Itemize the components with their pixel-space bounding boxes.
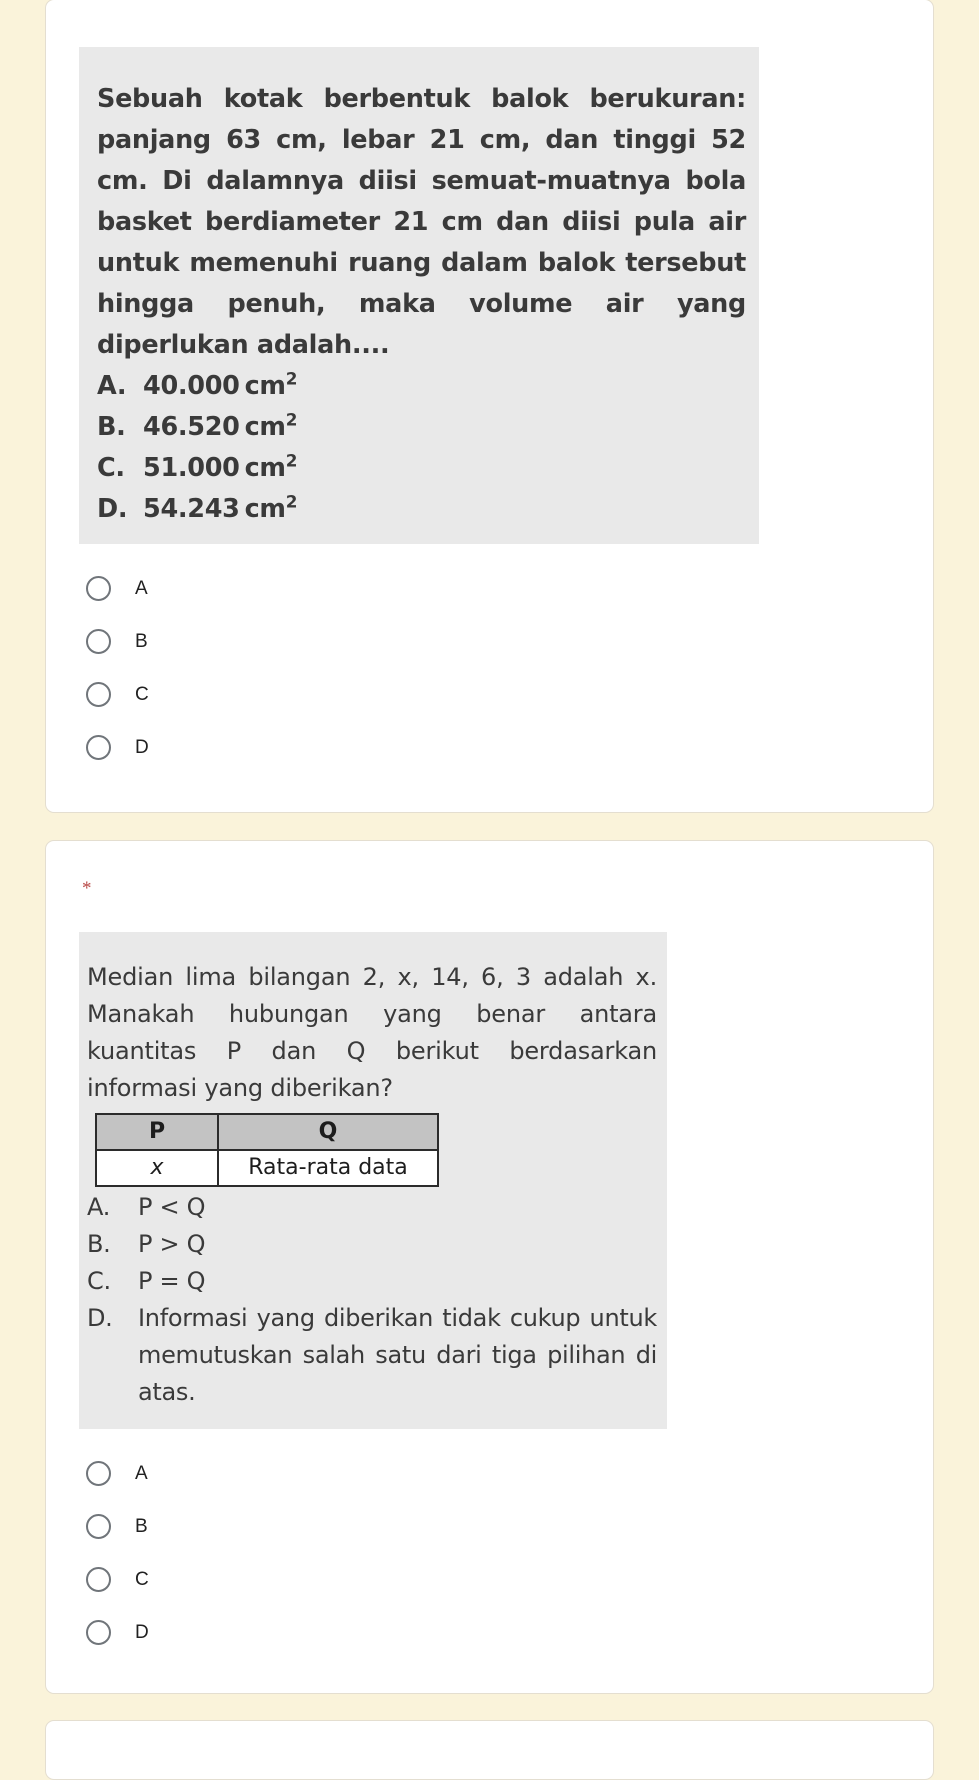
radio-button-icon[interactable] bbox=[86, 1514, 111, 1539]
question-1-image-options bbox=[97, 366, 746, 530]
choice-c[interactable] bbox=[86, 668, 933, 721]
image-option-c-letter: C. bbox=[87, 1267, 111, 1295]
choice-a-label: A bbox=[135, 1462, 148, 1484]
question-2-required-row bbox=[46, 841, 933, 899]
question-1-prompt: Sebuah kotak berbentuk balok berukuran: panjang 63 cm, lebar 21 cm, dan tinggi 52 cm. Di dalamnya diisi semuat-muatnya bola basket berdiameter 21 cm dan diisi pula air untuk memenuhi ruang dalam balok tersebut hingga penuh, maka volume air yang diperlukan adalah.... bbox=[97, 84, 746, 360]
choice-d-label: D bbox=[135, 1621, 149, 1643]
choice-a[interactable] bbox=[86, 1447, 933, 1500]
table-row bbox=[96, 1150, 438, 1186]
image-option-a-text: 40.000 $cm^2$ bbox=[143, 368, 298, 401]
choice-b[interactable] bbox=[86, 1500, 933, 1553]
question-2-image bbox=[79, 932, 667, 1429]
image-option-a-letter: A. bbox=[97, 371, 127, 401]
question-1-choices bbox=[46, 544, 933, 774]
radio-button-icon[interactable] bbox=[86, 576, 111, 601]
radio-button-icon[interactable] bbox=[86, 1567, 111, 1592]
image-option-d-text: 54.243 $cm^2$ bbox=[143, 491, 298, 524]
table-header-p: P bbox=[96, 1114, 218, 1150]
image-option-a bbox=[97, 366, 746, 407]
radio-button-icon[interactable] bbox=[86, 1620, 111, 1645]
choice-d-label: D bbox=[135, 736, 149, 758]
choice-b[interactable] bbox=[86, 615, 933, 668]
image-option-a-letter: A. bbox=[87, 1193, 111, 1221]
image-option-c bbox=[87, 1263, 657, 1300]
question-card-3 bbox=[45, 1720, 934, 1780]
question-card-1 bbox=[45, 0, 934, 813]
question-2-prompt: Median lima bilangan 2, x, 14, 6, 3 adalah x. Manakah hubungan yang benar antara kuantitas P dan Q berikut berdasarkan informasi yang diberikan? bbox=[87, 963, 657, 1102]
choice-a[interactable] bbox=[86, 562, 933, 615]
image-option-b-text: P > Q bbox=[138, 1230, 206, 1258]
table-header-q: Q bbox=[218, 1114, 438, 1150]
radio-button-icon[interactable] bbox=[86, 682, 111, 707]
image-option-d bbox=[87, 1300, 657, 1411]
image-option-d bbox=[97, 489, 746, 530]
choice-d[interactable] bbox=[86, 721, 933, 774]
radio-button-icon[interactable] bbox=[86, 735, 111, 760]
image-option-d-letter: D. bbox=[97, 494, 128, 524]
choice-c-label: C bbox=[135, 683, 149, 705]
radio-button-icon[interactable] bbox=[86, 1461, 111, 1486]
choice-a-label: A bbox=[135, 577, 148, 599]
required-asterisk-icon: * bbox=[82, 878, 92, 899]
pq-comparison-table bbox=[95, 1113, 439, 1187]
image-option-b bbox=[97, 407, 746, 448]
choice-c[interactable] bbox=[86, 1553, 933, 1606]
choice-d[interactable] bbox=[86, 1606, 933, 1659]
image-option-a bbox=[87, 1189, 657, 1226]
image-option-d-text: Informasi yang diberikan tidak cukup untuk memutuskan salah satu dari tiga pilihan di atas. bbox=[138, 1304, 657, 1406]
table-header-row bbox=[96, 1114, 438, 1150]
image-option-a-text: P < Q bbox=[138, 1193, 206, 1221]
image-option-c-text: P = Q bbox=[138, 1267, 206, 1295]
image-option-b-letter: B. bbox=[87, 1230, 111, 1258]
choice-c-label: C bbox=[135, 1568, 149, 1590]
image-option-c-letter: C. bbox=[97, 453, 125, 483]
table-cell-q-value: Rata-rata data bbox=[218, 1150, 438, 1186]
table-cell-p-value: x bbox=[96, 1150, 218, 1186]
question-card-2 bbox=[45, 840, 934, 1694]
question-1-image bbox=[79, 47, 759, 544]
image-option-b-letter: B. bbox=[97, 412, 126, 442]
image-option-c-text: 51.000 $cm^2$ bbox=[143, 450, 298, 483]
question-2-image-options bbox=[87, 1189, 657, 1411]
image-option-d-letter: D. bbox=[87, 1304, 113, 1332]
question-2-choices bbox=[46, 1429, 933, 1659]
radio-button-icon[interactable] bbox=[86, 629, 111, 654]
choice-b-label: B bbox=[135, 630, 148, 652]
image-option-c bbox=[97, 448, 746, 489]
choice-b-label: B bbox=[135, 1515, 148, 1537]
image-option-b bbox=[87, 1226, 657, 1263]
image-option-b-text: 46.520 $cm^2$ bbox=[143, 409, 298, 442]
